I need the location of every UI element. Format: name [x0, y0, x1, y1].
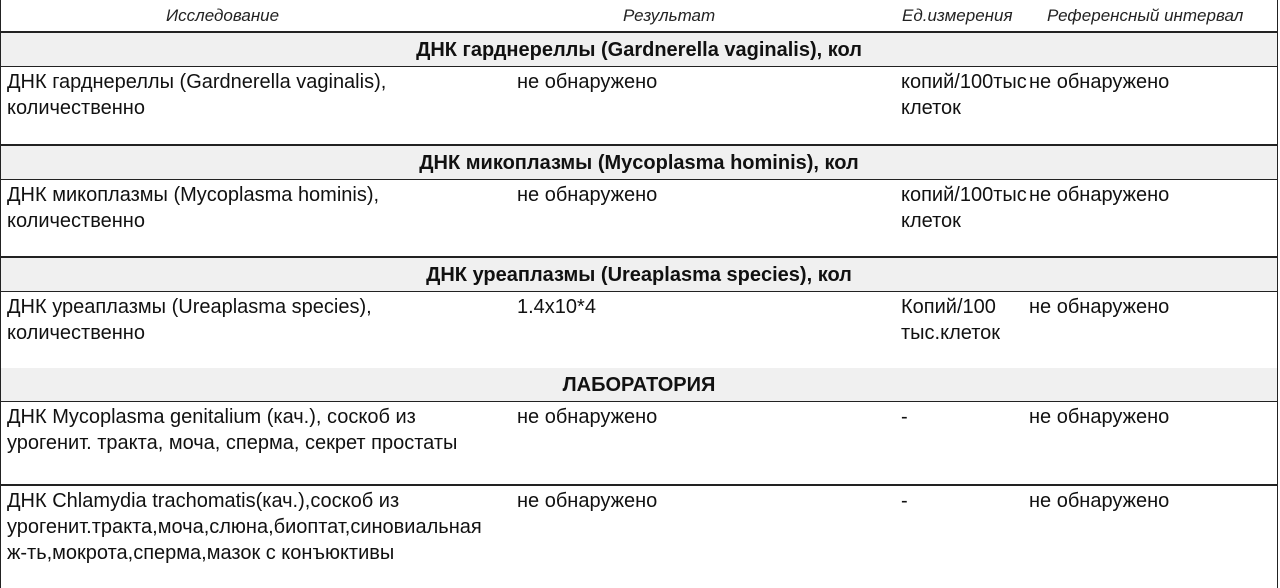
header-unit: Ед.измерения — [902, 6, 1013, 25]
reference-value: не обнаружено — [1029, 406, 1170, 428]
table-row — [1, 67, 1277, 146]
header-test: Исследование — [166, 6, 280, 25]
section-title: ДНК гарднереллы (Gardnerella vaginalis), кол — [1, 33, 1277, 67]
section-title: ДНК уреаплазмы (Ureaplasma species), кол — [1, 258, 1277, 292]
reference-value: не обнаружено — [1029, 490, 1170, 512]
unit-value: - — [901, 406, 908, 428]
reference-value: не обнаружено — [1029, 184, 1170, 206]
test-name: ДНК гарднереллы (Gardnerella vaginalis), количественно — [7, 71, 387, 119]
header-reference: Референсный интервал — [1047, 6, 1244, 25]
test-name: ДНК микоплазмы (Mycoplasma hominis), количественно — [7, 184, 380, 232]
section-title: ЛАБОРАТОРИЯ — [1, 368, 1277, 402]
table-row — [1, 486, 1277, 588]
header-result: Результат — [623, 6, 716, 25]
result-value: не обнаружено — [517, 184, 658, 206]
table-row — [1, 402, 1277, 486]
test-name: ДНК Chlamydia trachomatis(кач.),соскоб из урогенит.тракта,моча,слюна,биоптат,синовиальная ж-ть,мокрота,сперма,мазок с конъюктивы — [7, 490, 482, 564]
reference-value: не обнаружено — [1029, 296, 1170, 318]
unit-value: Копий/100 тыс.клеток — [901, 296, 1001, 344]
result-value: не обнаружено — [517, 490, 658, 512]
test-name: ДНК уреаплазмы (Ureaplasma species), количественно — [7, 296, 372, 344]
result-value: не обнаружено — [517, 71, 658, 93]
unit-value: копий/100тыс клеток — [901, 71, 1027, 119]
test-name: ДНК Mycoplasma genitalium (кач.), соскоб из урогенит. тракта, моча, сперма, секрет простаты — [7, 406, 458, 454]
unit-value: - — [901, 490, 908, 512]
unit-value: копий/100тыс клеток — [901, 184, 1027, 232]
table-row — [1, 180, 1277, 258]
table-row — [1, 292, 1277, 370]
table-header — [1, 0, 1277, 33]
result-value: 1.4x10*4 — [517, 296, 596, 318]
section-title: ДНК микоплазмы (Mycoplasma hominis), кол — [1, 146, 1277, 180]
reference-value: не обнаружено — [1029, 71, 1170, 93]
result-value: не обнаружено — [517, 406, 658, 428]
